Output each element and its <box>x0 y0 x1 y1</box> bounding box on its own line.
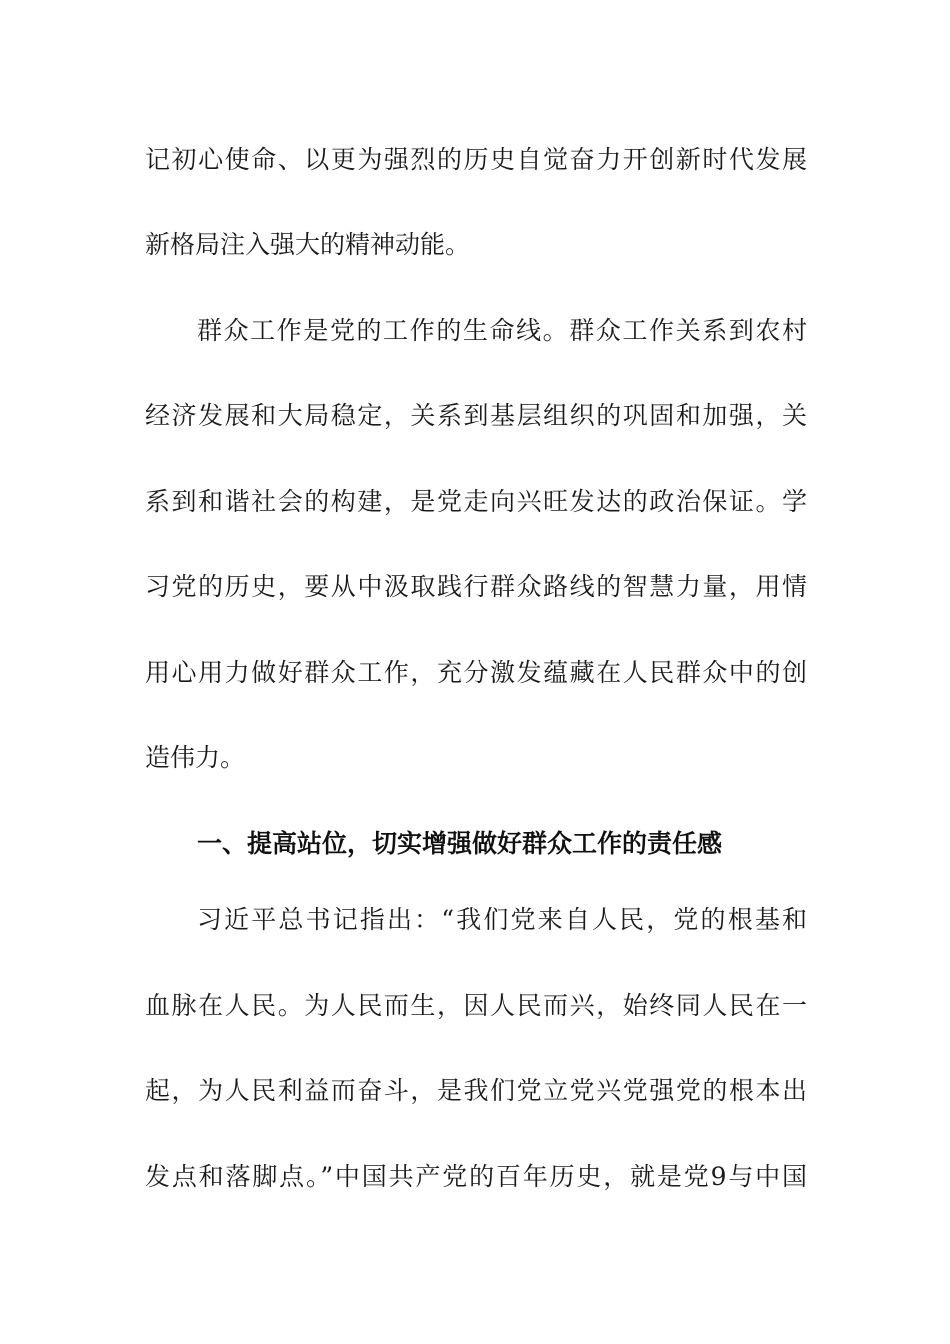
paragraph-line: 血脉在人民。为人民而生，因人民而兴，始终同人民在一 <box>145 991 807 1020</box>
paragraph-line: 用心用力做好群众工作，充分激发蕴藏在人民群众中的创 <box>145 658 807 687</box>
paragraph-line: 起，为人民利益而奋斗，是我们党立党兴党强党的根本出 <box>145 1076 807 1105</box>
paragraph-line: 群众工作是党的工作的生命线。群众工作关系到农村 <box>197 316 807 345</box>
paragraph-line: 造伟力。 <box>145 743 246 772</box>
paragraph-line: 习党的历史，要从中汲取践行群众路线的智慧力量，用情 <box>145 572 807 601</box>
paragraph-line: 习近平总书记指出：“我们党来自人民，党的根基和 <box>197 905 807 934</box>
paragraph-line: 记初心使命、以更为强烈的历史自觉奋力开创新时代发展 <box>145 145 807 174</box>
paragraph-line: 经济发展和大局稳定，关系到基层组织的巩固和加强，关 <box>145 401 807 430</box>
paragraph-line: 新格局注入强大的精神动能。 <box>145 230 471 259</box>
paragraph-line: 发点和落脚点。”中国共产党的百年历史，就是党9与中国 <box>145 1162 807 1191</box>
paragraph-line: 系到和谐社会的构建，是党走向兴旺发达的政治保证。学 <box>145 487 807 516</box>
section-heading: 一、提高站位，切实增强做好群众工作的责任感 <box>197 829 723 858</box>
